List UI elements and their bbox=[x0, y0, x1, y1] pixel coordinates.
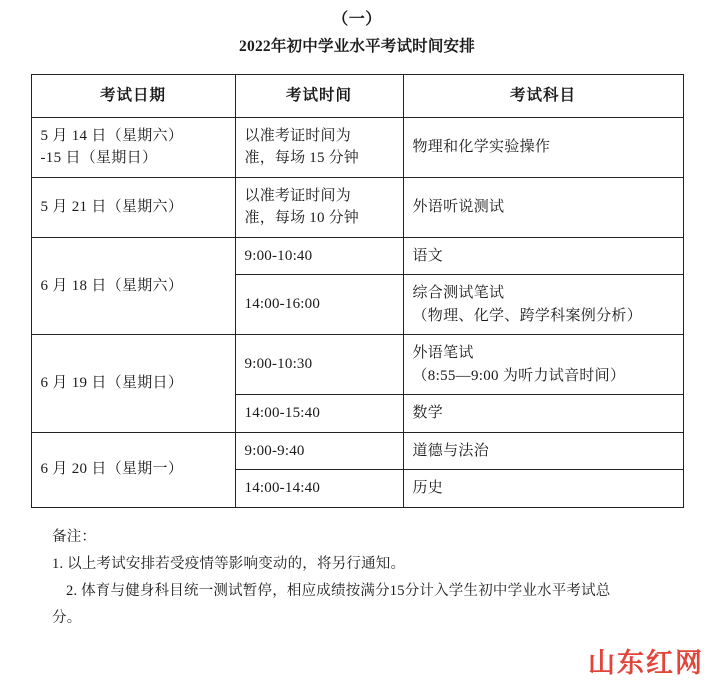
cell-date bbox=[31, 432, 235, 507]
time-line: 14:00-15:40 bbox=[244, 405, 321, 421]
cell-time bbox=[235, 237, 403, 275]
date-line: 6 月 18 日（星期六） bbox=[40, 277, 184, 294]
cell-subject bbox=[403, 335, 683, 395]
subject-line: 历史 bbox=[412, 480, 444, 496]
subject-line: 道德与法治 bbox=[412, 442, 490, 459]
table-row bbox=[31, 432, 683, 470]
document-title: 2022年初中学业水平考试时间安排 bbox=[239, 38, 475, 55]
cell-date bbox=[31, 237, 235, 335]
watermark: 山东红网 bbox=[588, 648, 704, 678]
cell-subject bbox=[403, 117, 683, 177]
document-heading: （一） bbox=[332, 11, 382, 28]
time-line: 9:00-10:40 bbox=[244, 247, 313, 264]
time-line: 准，每场 10 分钟 bbox=[244, 210, 360, 226]
cell-time bbox=[235, 395, 403, 433]
cell-subject bbox=[403, 237, 683, 275]
cell-time bbox=[235, 432, 403, 470]
date-line: 6 月 19 日（星期日） bbox=[40, 375, 184, 391]
subject-line: 语文 bbox=[412, 247, 444, 264]
time-line: 以准考证时间为 bbox=[244, 127, 351, 144]
table-header-row bbox=[31, 75, 683, 117]
date-line: 5 月 14 日（星期六） bbox=[40, 127, 184, 144]
cell-time bbox=[235, 275, 403, 335]
cell-subject bbox=[403, 432, 683, 470]
cell-subject bbox=[403, 275, 683, 335]
exam-schedule-table bbox=[31, 74, 684, 507]
column-header-time: 考试时间 bbox=[235, 75, 403, 117]
subject-line: 物理和化学实验操作 bbox=[412, 138, 551, 155]
notes-title: 备注： bbox=[52, 528, 97, 545]
cell-date bbox=[31, 335, 235, 433]
time-line: 以准考证时间为 bbox=[244, 187, 351, 204]
table-row bbox=[31, 117, 683, 177]
time-line: 准，每场 15 分钟 bbox=[244, 150, 360, 166]
note-item-2-continued: 分。 bbox=[52, 609, 82, 626]
document-page bbox=[0, 8, 714, 686]
time-line: 14:00-14:40 bbox=[244, 480, 321, 496]
time-line: 9:00-9:40 bbox=[244, 442, 305, 459]
date-line: 6 月 20 日（星期一） bbox=[40, 461, 184, 478]
column-header-subject: 考试科目 bbox=[403, 75, 683, 117]
cell-subject bbox=[403, 470, 683, 508]
cell-time bbox=[235, 335, 403, 395]
cell-subject bbox=[403, 395, 683, 433]
cell-time bbox=[235, 470, 403, 508]
time-line: 9:00-10:30 bbox=[244, 356, 313, 373]
notes-section bbox=[0, 524, 714, 632]
cell-time bbox=[235, 177, 403, 237]
time-line: 14:00-16:00 bbox=[244, 296, 321, 313]
column-header-date: 考试日期 bbox=[31, 75, 235, 117]
subject-line: 综合测试笔试 bbox=[412, 285, 505, 301]
note-item-1: 1. 以上考试安排若受疫情等影响变动的，将另行通知。 bbox=[52, 556, 406, 573]
date-line: -15 日（星期日） bbox=[40, 150, 158, 166]
date-line: 5 月 21 日（星期六） bbox=[40, 198, 184, 215]
subject-line: （物理、化学、跨学科案例分析） bbox=[412, 307, 643, 324]
subject-line: 外语笔试 bbox=[412, 345, 474, 361]
cell-date bbox=[31, 117, 235, 177]
cell-subject bbox=[403, 177, 683, 237]
subject-line: 外语听说测试 bbox=[412, 198, 505, 215]
table-row bbox=[31, 177, 683, 237]
table-row bbox=[31, 335, 683, 395]
table-row bbox=[31, 237, 683, 275]
subject-line: （8:55—9:00 为听力试音时间） bbox=[412, 367, 626, 384]
note-item-2: 2. 体育与健身科目统一测试暂停，相应成绩按满分15分计入学生初中学业水平考试总 bbox=[66, 583, 611, 600]
cell-time bbox=[235, 117, 403, 177]
subject-line: 数学 bbox=[412, 405, 444, 421]
cell-date bbox=[31, 177, 235, 237]
